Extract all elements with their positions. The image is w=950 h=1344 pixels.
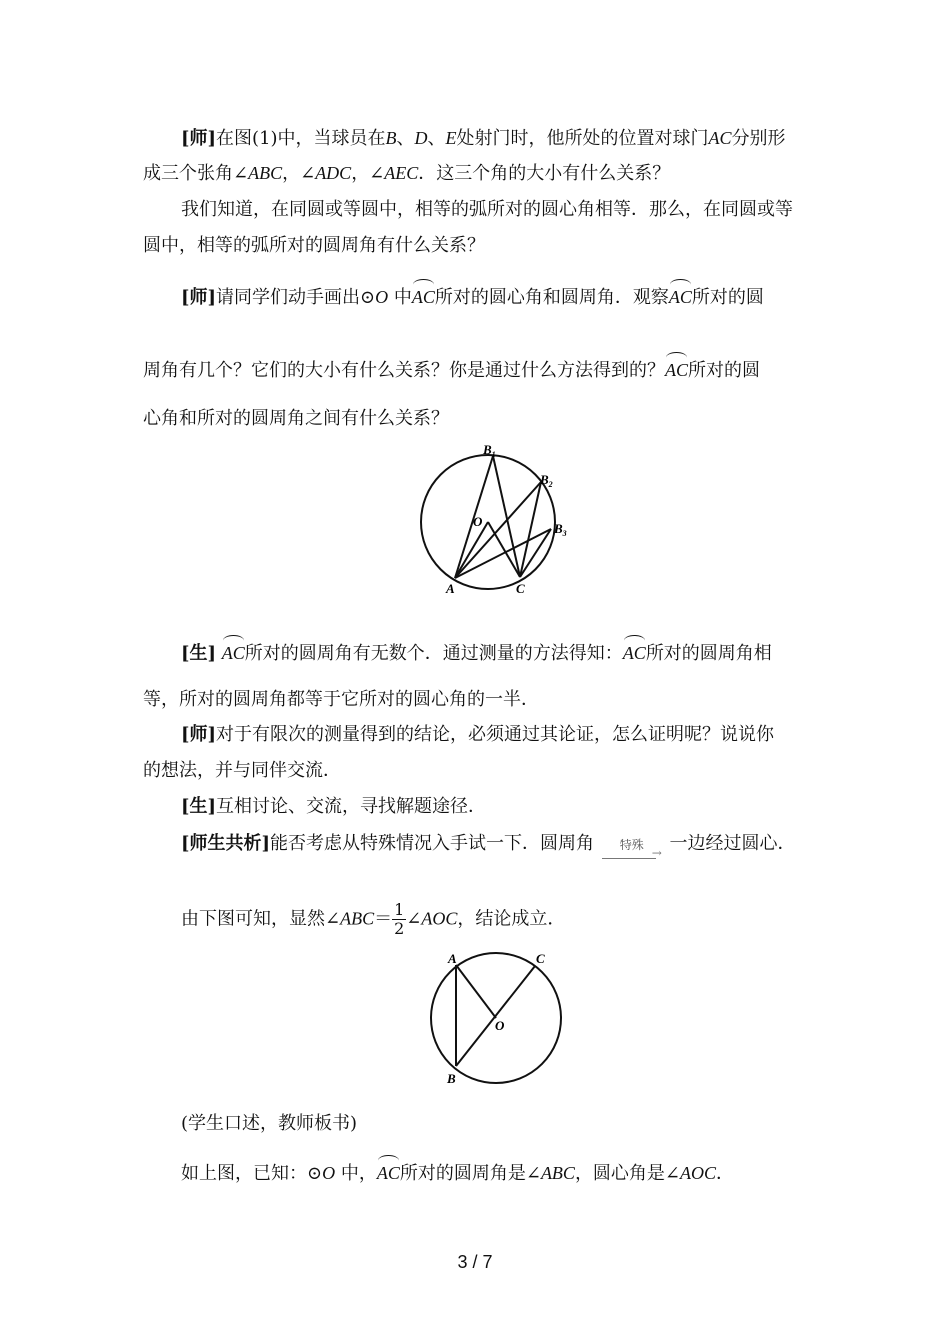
arc-ac: AC (412, 281, 435, 309)
label-b2: $B_2$ (540, 472, 553, 489)
paragraph-5-line-1: [师]对于有限次的测量得到的结论，必须通过其论证，怎么证明呢？说说你 (181, 724, 775, 745)
arc-ac: AC (222, 637, 245, 665)
label-c: C (536, 951, 545, 966)
joint-analysis-tag: [师生共析] (181, 833, 271, 854)
paragraph-1-line-1: [师]在图(1)中，当球员在B、D、E处射门时，他所处的位置对球门AC分别形 (181, 128, 786, 149)
paragraph-4-line-1: [生] AC所对的圆周角有无数个．通过测量的方法得知：AC所对的圆周角相 (181, 637, 772, 666)
segment-b2-c (520, 482, 541, 577)
fraction-one-half: $\frac{1}{2}$ (394, 900, 405, 938)
label-o: O (473, 514, 483, 529)
label-b: B (447, 1071, 456, 1086)
paragraph-3-line-1: [师]请同学们动手画出⊙O 中AC所对的圆心角和圆周角．观察AC所对的圆 (181, 281, 764, 310)
paragraph-8: 由下图可知，显然∠ABC＝ $\frac{1}{2}$ ∠AOC，结论成立． (181, 900, 566, 938)
figure-inscribed-angles (405, 438, 585, 598)
special-case-arrow: 特殊 → (600, 833, 664, 857)
paragraph-1-line-2: 成三个张角∠ABC，∠ADC，∠AEC．这三个角的大小有什么关系？ (143, 163, 671, 184)
student-tag: [生] (181, 643, 217, 664)
paragraph-2-line-2: 圆中，相等的弧所对的圆周角有什么关系？ (143, 235, 485, 256)
label-b3: $B_3$ (554, 521, 567, 538)
paragraph-10: 如上图，已知：⊙O 中，AC所对的圆周角是∠ABC，圆心角是∠AOC． (181, 1157, 734, 1186)
arc-ac: AC (623, 637, 646, 665)
paragraph-9: (学生口述，教师板书) (181, 1113, 358, 1134)
teacher-tag: [师] (181, 128, 217, 149)
paragraph-5-line-2: 的想法，并与同伴交流． (143, 760, 341, 781)
label-o: O (495, 1018, 505, 1033)
paragraph-7: [师生共析]能否考虑从特殊情况入手试一下．圆周角 特殊 → 一边经过圆心． (181, 832, 796, 857)
paragraph-3-line-2: 周角有几个？它们的大小有什么关系？你是通过什么方法得到的？AC所对的圆 (143, 354, 760, 383)
teacher-tag: [师] (181, 724, 217, 745)
paragraph-3-line-3: 心角和所对的圆周角之间有什么关系？ (143, 408, 449, 429)
teacher-tag: [师] (181, 287, 217, 308)
label-b1: $B_1$ (483, 442, 496, 459)
arc-ac: AC (665, 354, 688, 382)
paragraph-6: [生]互相讨论、交流，寻找解题途径． (181, 796, 487, 817)
page-number: 3 / 7 (457, 1252, 493, 1272)
paragraph-2-line-1: 我们知道，在同圆或等圆中，相等的弧所对的圆心角相等．那么，在同圆或等 (181, 199, 793, 220)
label-a: A (448, 951, 457, 966)
figure-diameter-angle (420, 945, 570, 1090)
label-a: A (446, 581, 455, 596)
arrow-right-icon: → (651, 846, 662, 860)
arc-ac: AC (377, 1157, 400, 1185)
segment-a-o (456, 965, 496, 1018)
segment-b1-c (493, 456, 520, 577)
student-tag: [生] (181, 796, 217, 817)
arc-ac: AC (669, 281, 692, 309)
label-c: C (516, 581, 525, 596)
segment-o-c (488, 522, 520, 577)
paragraph-4-line-2: 等，所对的圆周角都等于它所对的圆心角的一半． (143, 689, 539, 710)
